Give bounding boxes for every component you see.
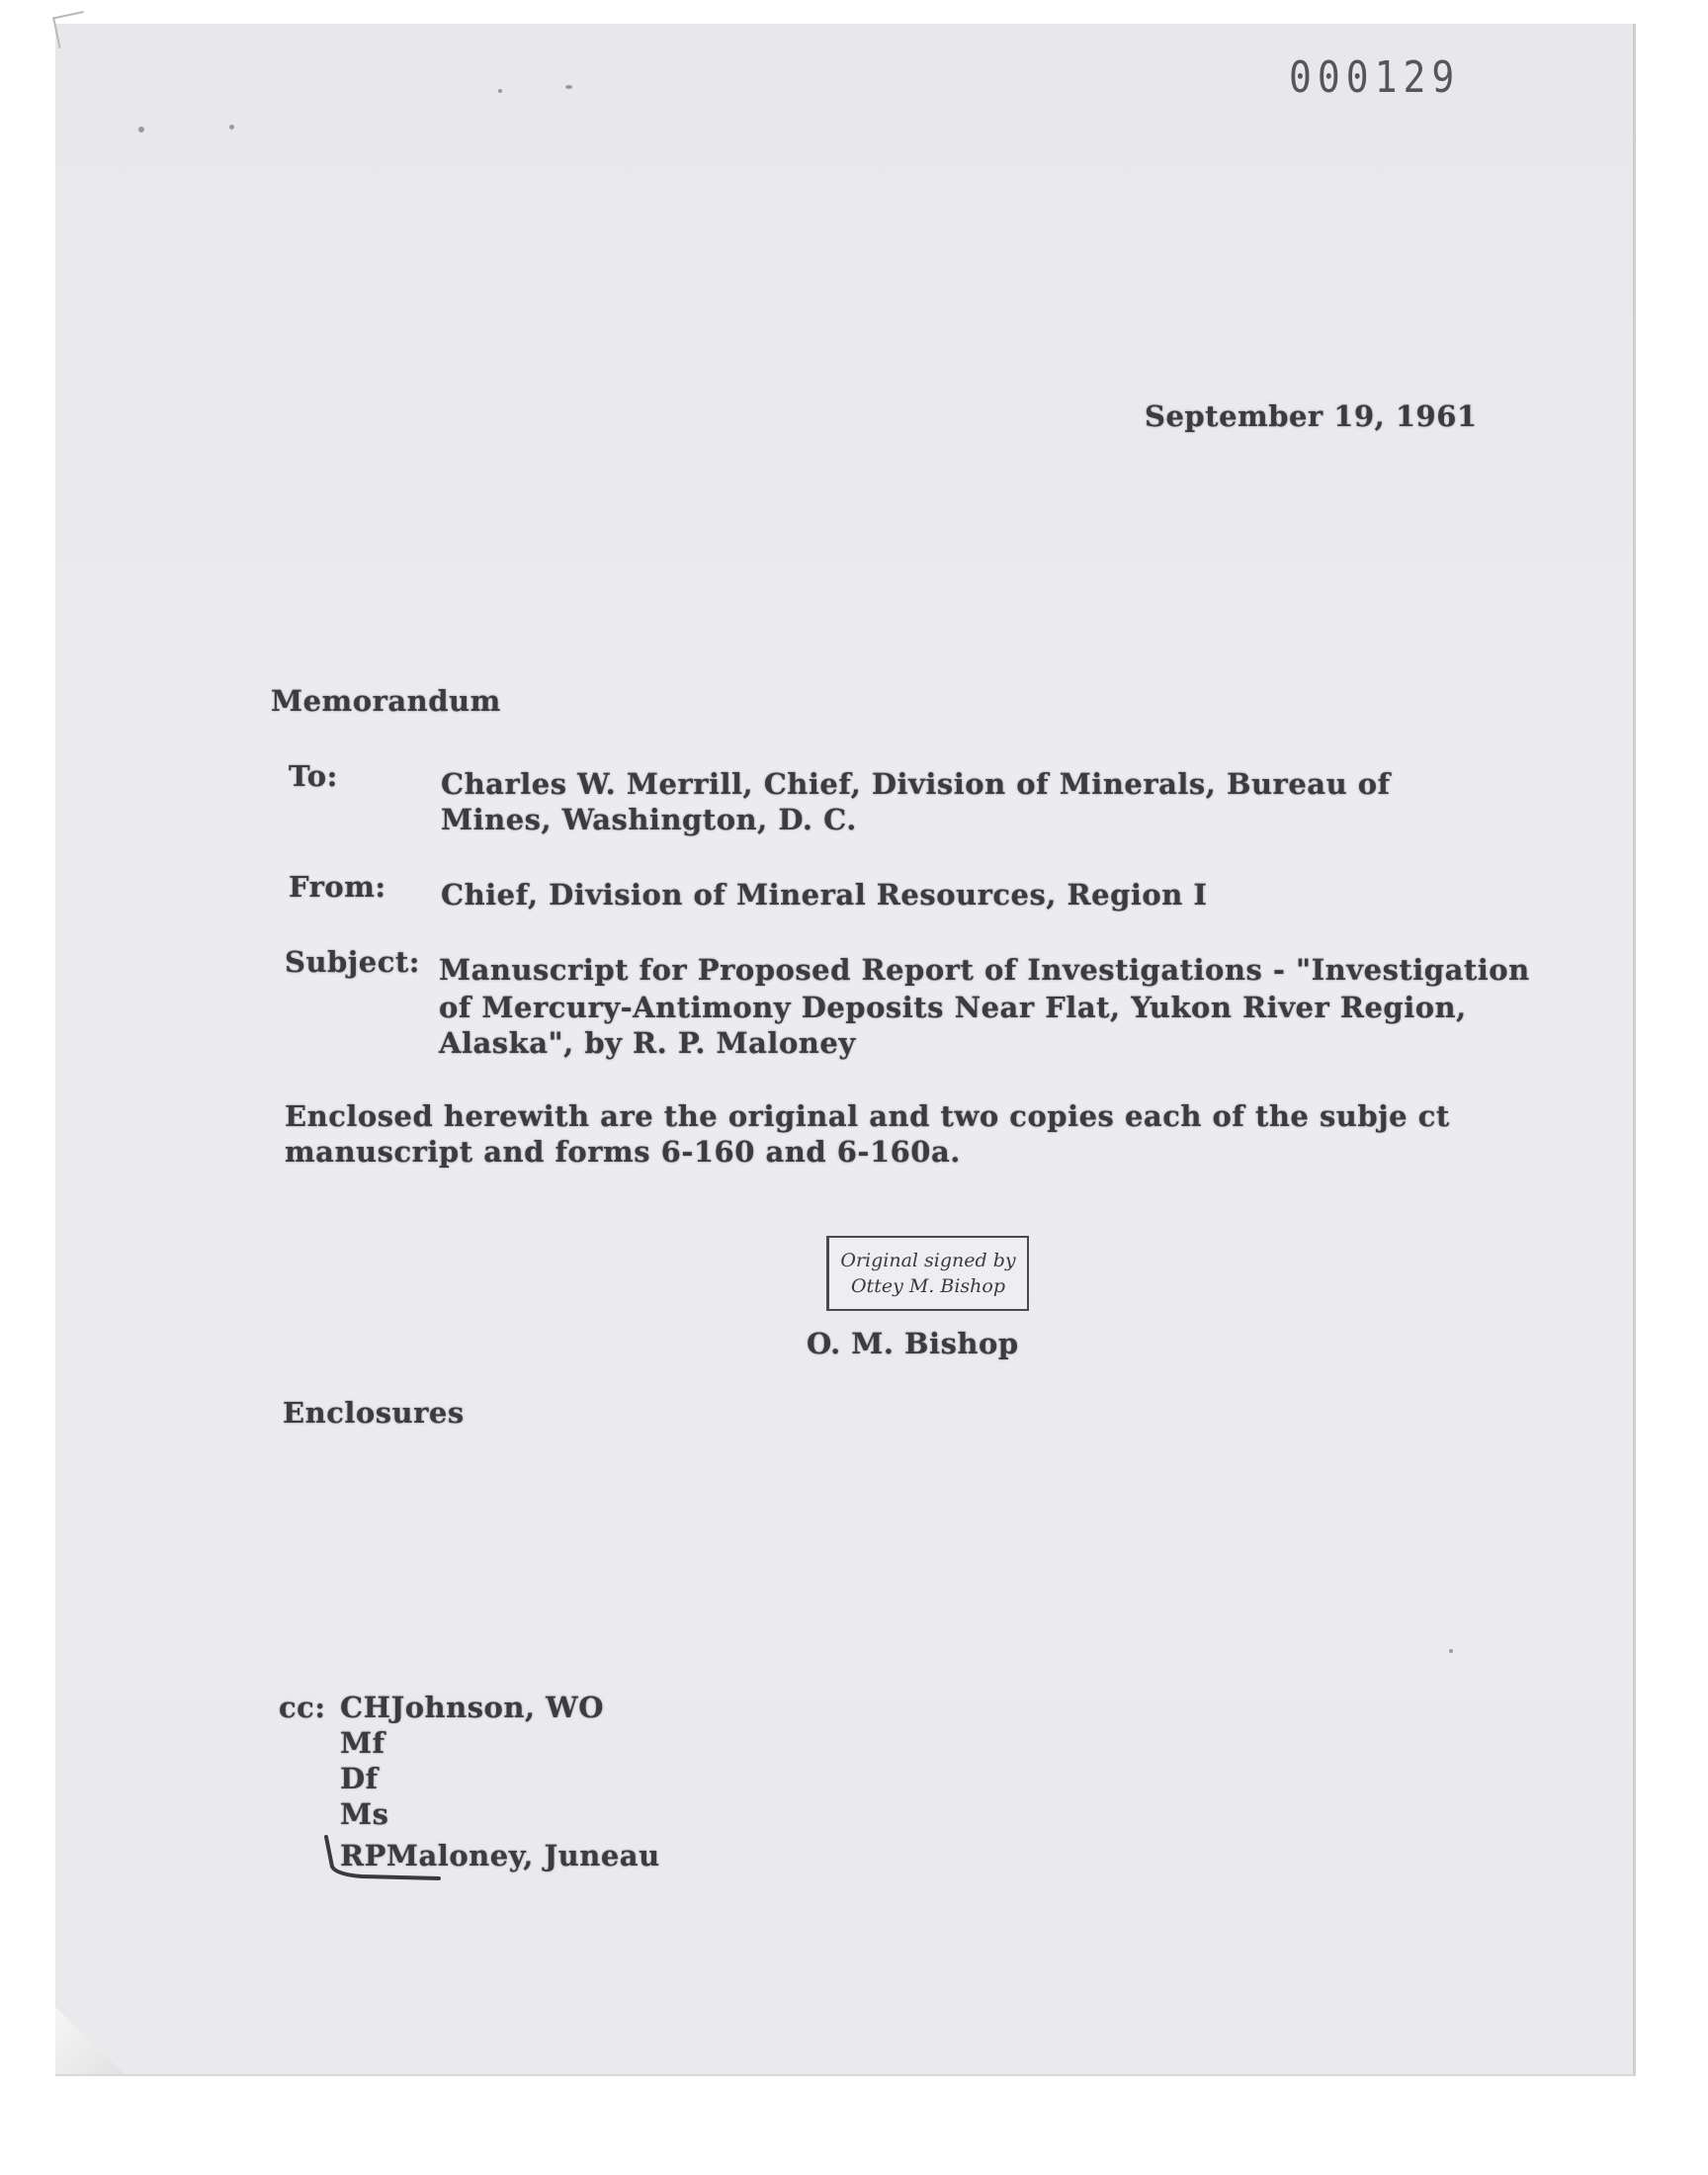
scan-speck bbox=[565, 85, 572, 89]
scan-speck bbox=[498, 89, 502, 93]
memo-heading: Memorandum bbox=[271, 684, 501, 718]
body-line-2: manuscript and forms 6-160 and 6-160a. bbox=[285, 1135, 961, 1169]
subject-line-3: Alaska", by R. P. Maloney bbox=[439, 1026, 856, 1060]
cc-item: CHJohnson, WO bbox=[340, 1691, 604, 1724]
from-label: From: bbox=[289, 870, 386, 904]
scan-speck bbox=[1449, 1649, 1453, 1653]
body-line-1: Enclosed herewith are the original and two copies each of the subje ct bbox=[285, 1099, 1450, 1133]
cc-label: cc: bbox=[279, 1691, 326, 1724]
signature-stamp-line-1: Original signed by bbox=[840, 1250, 1016, 1271]
signature-stamp bbox=[826, 1236, 1029, 1311]
to-label: To: bbox=[289, 759, 338, 793]
cc-item: Ms bbox=[340, 1797, 389, 1831]
scan-speck bbox=[229, 125, 234, 130]
from-text: Chief, Division of Mineral Resources, Region I bbox=[441, 878, 1208, 912]
subject-line-2: of Mercury-Antimony Deposits Near Flat, Yukon River Region, bbox=[439, 991, 1467, 1024]
cc-item: RPMaloney, Juneau bbox=[340, 1839, 660, 1872]
to-line-2: Mines, Washington, D. C. bbox=[441, 803, 857, 836]
memo-date: September 19, 1961 bbox=[1145, 399, 1478, 433]
file-number: 000129 bbox=[1289, 51, 1461, 103]
subject-line-1: Manuscript for Proposed Report of Investigations - "Investigation bbox=[439, 953, 1530, 987]
to-line-1: Charles W. Merrill, Chief, Division of Minerals, Bureau of bbox=[441, 767, 1391, 801]
scan-speck bbox=[138, 127, 144, 132]
cc-item: Df bbox=[340, 1762, 379, 1795]
signer-name: O. M. Bishop bbox=[807, 1327, 1019, 1360]
page-edge-mark bbox=[52, 11, 90, 48]
check-mark bbox=[322, 1833, 441, 1882]
subject-label: Subject: bbox=[285, 945, 421, 979]
signature-stamp-line-2: Ottey M. Bishop bbox=[850, 1275, 1006, 1297]
cc-item: Mf bbox=[340, 1726, 385, 1760]
enclosures-label: Enclosures bbox=[283, 1396, 465, 1430]
